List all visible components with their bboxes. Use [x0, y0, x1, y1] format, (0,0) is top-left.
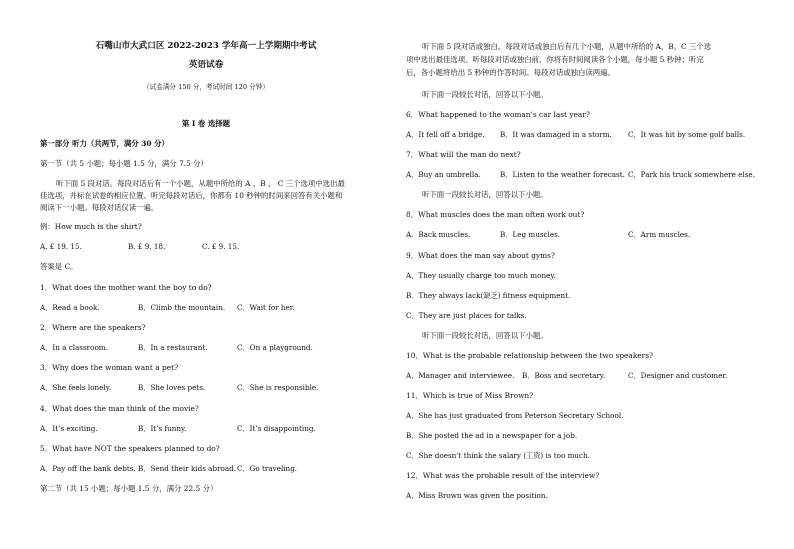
option: C．It was hit by some golf balls. — [628, 130, 746, 139]
instruction-line: 阅读下一小题。每段对话仅读一遍。 — [40, 203, 159, 212]
option: C．It’s disappointing. — [237, 424, 316, 433]
option: B．Leg muscles. — [500, 230, 561, 239]
example-option: B. £ 9. 18. — [128, 242, 166, 251]
instruction-line: 听下面 5 段对话。每段对话后有一个小题，从题中所给的 A 、B 、 C 三个选项中选出最 — [56, 179, 345, 188]
option: B．She loves pets. — [138, 383, 206, 392]
exam-subject: 英语试卷 — [188, 60, 224, 70]
option: B．Climb the mountain. — [138, 303, 226, 312]
option: A．Miss Brown was given the position. — [406, 491, 548, 500]
option: C．They are just places for talks. — [406, 311, 527, 320]
option: A．Read a book. — [40, 303, 100, 312]
option: A．Back muscles. — [406, 230, 471, 239]
question: 3．Why does the woman want a pet? — [40, 363, 179, 372]
option: A．It fell off a bridge. — [406, 130, 485, 139]
option: A．Manager and interviewee. — [406, 371, 515, 380]
listen-prompt: 听下面一段较长对话，回答以下小题。 — [422, 190, 548, 199]
option: A．Buy an umbrella. — [406, 170, 481, 179]
question: 7．What will the man do next? — [406, 150, 521, 159]
instruction-line: 听下面 5 段对话或独白。每段对话或独白后有几个小题，从题中所给的 A、B、C 三个选 — [422, 42, 712, 51]
option: C．Go traveling. — [237, 464, 298, 473]
option: B．It was damaged in a storm. — [500, 130, 612, 139]
option: A．It’s exciting. — [40, 424, 98, 433]
question: 10．What is the probable relationship between the two speakers? — [406, 351, 653, 360]
option: B．They always lack(缺乏) fitness equipment. — [406, 291, 571, 300]
section2-heading: 第二节（共 15 小题；每小题 1.5 分，满分 22.5 分） — [40, 484, 218, 493]
option: C．Designer and customer. — [628, 371, 728, 380]
question: 4．What does the man think of the movie? — [40, 404, 199, 413]
question: 12．What was the probable result of the interview? — [406, 471, 600, 480]
option: C．She doesn’t think the salary (工资) is too much. — [406, 451, 590, 460]
option: A．They usually charge too much money. — [406, 271, 556, 280]
question: 5．What have NOT the speakers planned to do? — [40, 444, 220, 453]
part-heading: 第一部分 听力（共两节，满分 30 分） — [40, 139, 169, 148]
instruction-line: 项中选出最佳选项。听每段对话或独白前，你将有时间阅读各个小题，每小题 5 秒钟；听完 — [406, 55, 704, 64]
question: 6．What happened to the woman’s car last year? — [406, 110, 590, 119]
question: 11．Which is true of Miss Brown? — [406, 391, 534, 400]
option: C．Wait for her. — [237, 303, 295, 312]
question: 1．What does the mother want the boy to do? — [40, 283, 212, 292]
option: B．Boss and secretary. — [522, 371, 606, 380]
listen-prompt: 听下面一段较长对话，回答以下小题。 — [422, 331, 548, 340]
option: B．She posted the ad in a newspaper for a job. — [406, 431, 578, 440]
listen-prompt: 听下面一段较长对话，回答以下小题。 — [422, 90, 548, 99]
question: 2．Where are the speakers? — [40, 323, 146, 332]
instruction-line: 佳选项，并标在试卷的相应位置。听完每段对话后，你都有 10 秒钟的时间来回答有关小题和 — [40, 191, 343, 200]
exam-title: 石嘴山市大武口区 2022-2023 学年高一上学期期中考试 — [95, 41, 317, 51]
option: C．Park his truck somewhere else. — [628, 170, 755, 179]
option: B．Listen to the weather forecast. — [500, 170, 625, 179]
option: A．She feels lonely. — [40, 383, 112, 392]
option: C．Arm muscles. — [628, 230, 691, 239]
option: C．She is responsible. — [237, 383, 319, 392]
option: B．In a restaurant. — [138, 343, 208, 352]
option: B．It’s funny. — [138, 424, 187, 433]
option: A．She has just graduated from Peterson Secretary School. — [406, 411, 624, 420]
option: B．Send their kids abroad. — [138, 464, 236, 473]
example-question: 例：How much is the shirt? — [40, 222, 142, 231]
example-option: C. £ 9. 15. — [202, 242, 240, 251]
example-answer: 答案是 C。 — [40, 262, 78, 271]
option: A．In a classroom. — [40, 343, 108, 352]
exam-note: （试卷满分 150 分，考试时间 120 分钟） — [143, 83, 269, 91]
option: C．On a playground. — [237, 343, 313, 352]
instruction-line: 后，各小题将给出 5 秒钟的作答时间。每段对话或独白读两遍。 — [406, 68, 615, 77]
question: 8．What muscles does the man often work out? — [406, 210, 585, 219]
volume-heading: 第 I 卷 选择题 — [181, 119, 231, 128]
section1-heading: 第一节（共 5 小题；每小题 1.5 分，满分 7.5 分） — [40, 159, 208, 168]
option: A．Pay off the bank debts. — [40, 464, 136, 473]
question: 9．What does the man say about gyms? — [406, 251, 555, 260]
example-option: A. £ 19. 15. — [40, 242, 82, 251]
